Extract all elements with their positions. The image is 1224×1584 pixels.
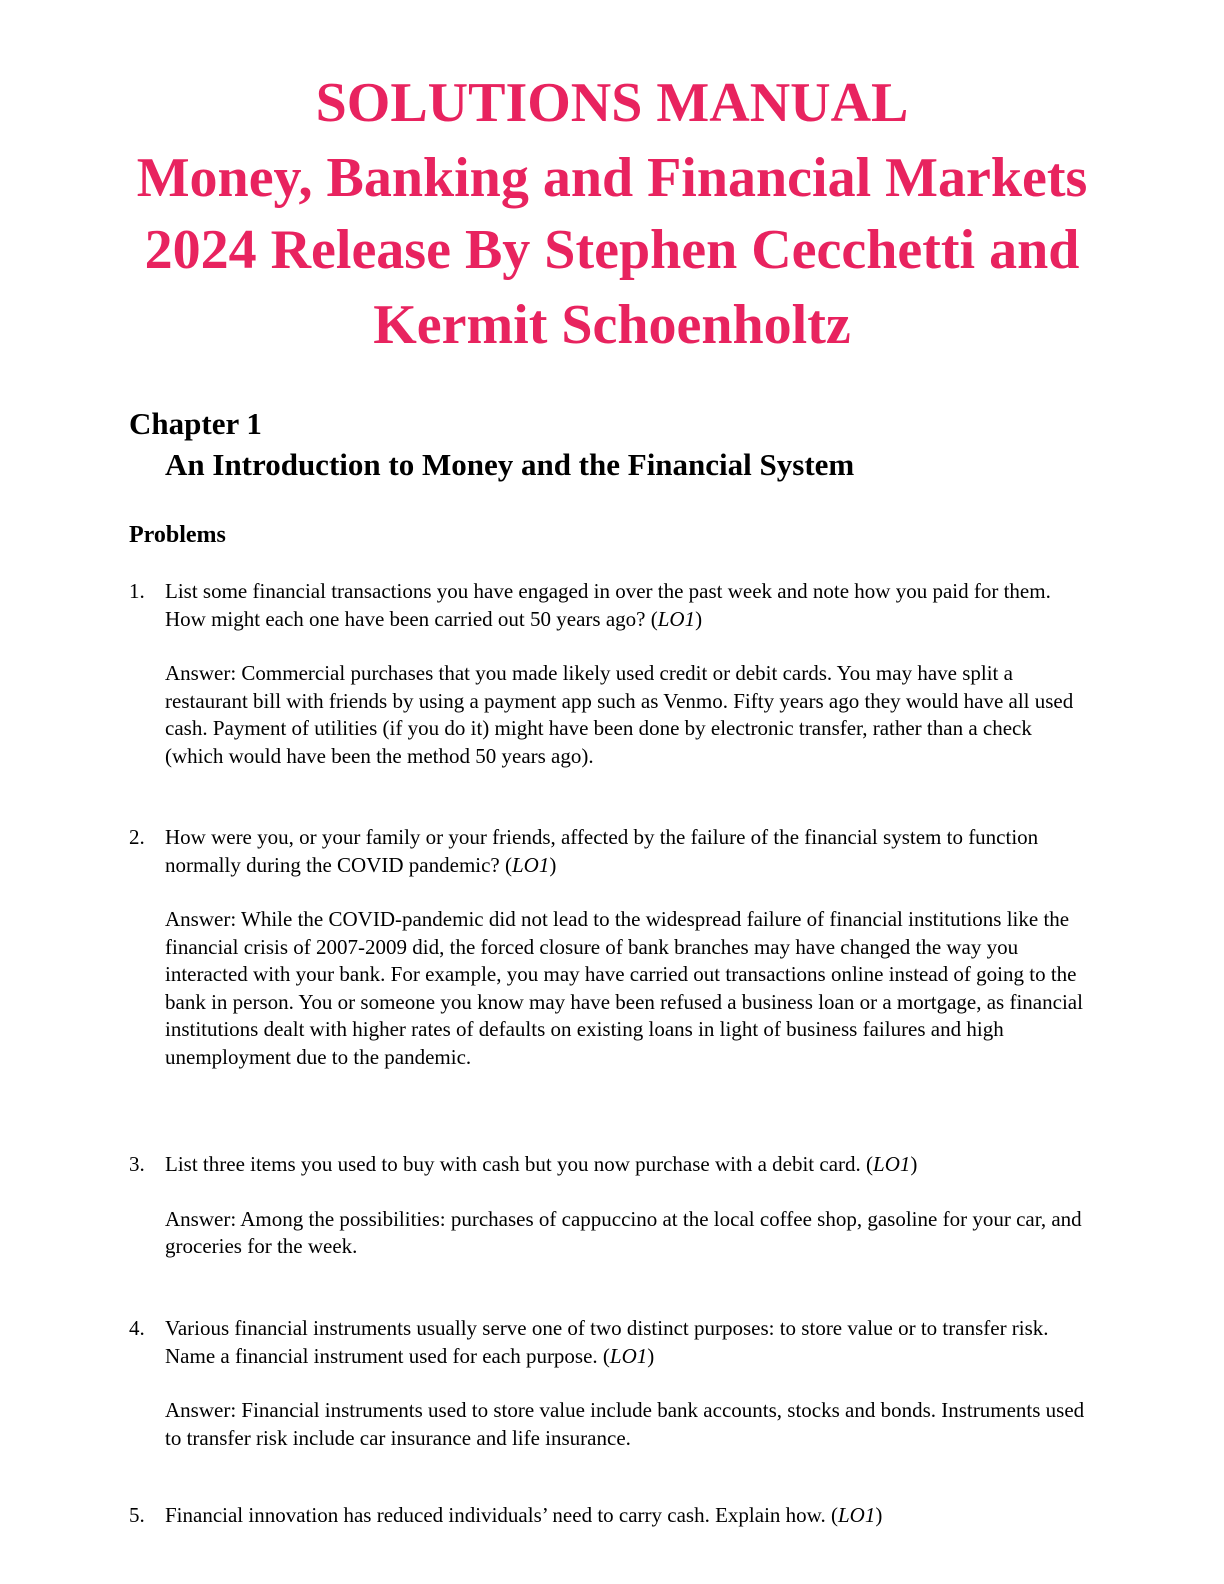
problem-4 <box>129 1315 1089 1452</box>
title-line-2: Money, Banking and Financial Markets <box>136 147 1088 209</box>
problem-2 <box>129 824 1089 1071</box>
learning-objective: LO1 <box>873 1152 911 1176</box>
problem-answer: Answer: Among the possibilities: purchases of cappuccino at the local coffee shop, gasoline for your car, and groceries for the week. <box>165 1206 1082 1258</box>
section-heading: Problems <box>129 522 226 548</box>
problem-number: 4. <box>129 1316 145 1340</box>
problem-answer: Answer: While the COVID-pandemic did not lead to the widespread failure of financial institutions like the financial crisis of 2007-2009 did, the forced closure of bank branches may have changed the way you interacted with your bank. For example, you may have carried out transactions online instead of going to the bank in person. You or someone you know may have been refused a business loan or a mortgage, as financial institutions dealt with higher rates of defaults on existing loans in light of business failures and high unemployment due to the pandemic. <box>165 907 1083 1069</box>
problem-question: List some financial transactions you have engaged in over the past week and note how you paid for them. How might each one have been carried out 50 years ago? (LO1) <box>165 579 1051 631</box>
learning-objective: LO1 <box>512 852 550 877</box>
problem-question: List three items you used to buy with cash but you now purchase with a debit card. (LO1) <box>165 1152 918 1176</box>
problem-question: Financial innovation has reduced individuals’ need to carry cash. Explain how. (LO1) <box>165 1503 883 1527</box>
problem-answer: Answer: Financial instruments used to store value include bank accounts, stocks and bonds. Instruments used to transfer risk include car insurance and life insurance. <box>165 1398 1085 1450</box>
problem-answer: Answer: Commercial purchases that you made likely used credit or debit cards. You may have split a restaurant bill with friends by using a payment app such as Venmo. Fifty years ago they would have all used cash. Payment of utilities (if you do it) might have been done by electronic transfer, rather than a check (which would have been the method 50 years ago). <box>165 661 1074 768</box>
problem-1 <box>129 578 1089 770</box>
problem-5 <box>129 1502 1089 1530</box>
problem-question: Various financial instruments usually serve one of two distinct purposes: to store value or to transfer risk. Name a financial instrument used for each purpose. (LO1) <box>165 1316 1049 1368</box>
problem-3 <box>129 1151 1089 1261</box>
title-line-3: 2024 Release By Stephen Cecchetti and <box>144 219 1080 281</box>
learning-objective: LO1 <box>837 1503 876 1527</box>
learning-objective: LO1 <box>609 1343 648 1368</box>
chapter-number: Chapter 1 <box>129 406 262 441</box>
problem-number: 1. <box>129 579 145 603</box>
chapter-title: An Introduction to Money and the Financial System <box>165 447 855 482</box>
learning-objective: LO1 <box>657 606 696 631</box>
title-line-4: Kermit Schoenholtz <box>373 294 851 356</box>
problem-number: 2. <box>129 825 145 849</box>
title-line-1: SOLUTIONS MANUAL <box>315 72 909 134</box>
problem-number: 3. <box>129 1152 145 1176</box>
problem-question: How were you, or your family or your friends, affected by the failure of the financial system to function normally during the COVID pandemic? (LO1) <box>165 825 1039 877</box>
problem-number: 5. <box>129 1503 145 1527</box>
